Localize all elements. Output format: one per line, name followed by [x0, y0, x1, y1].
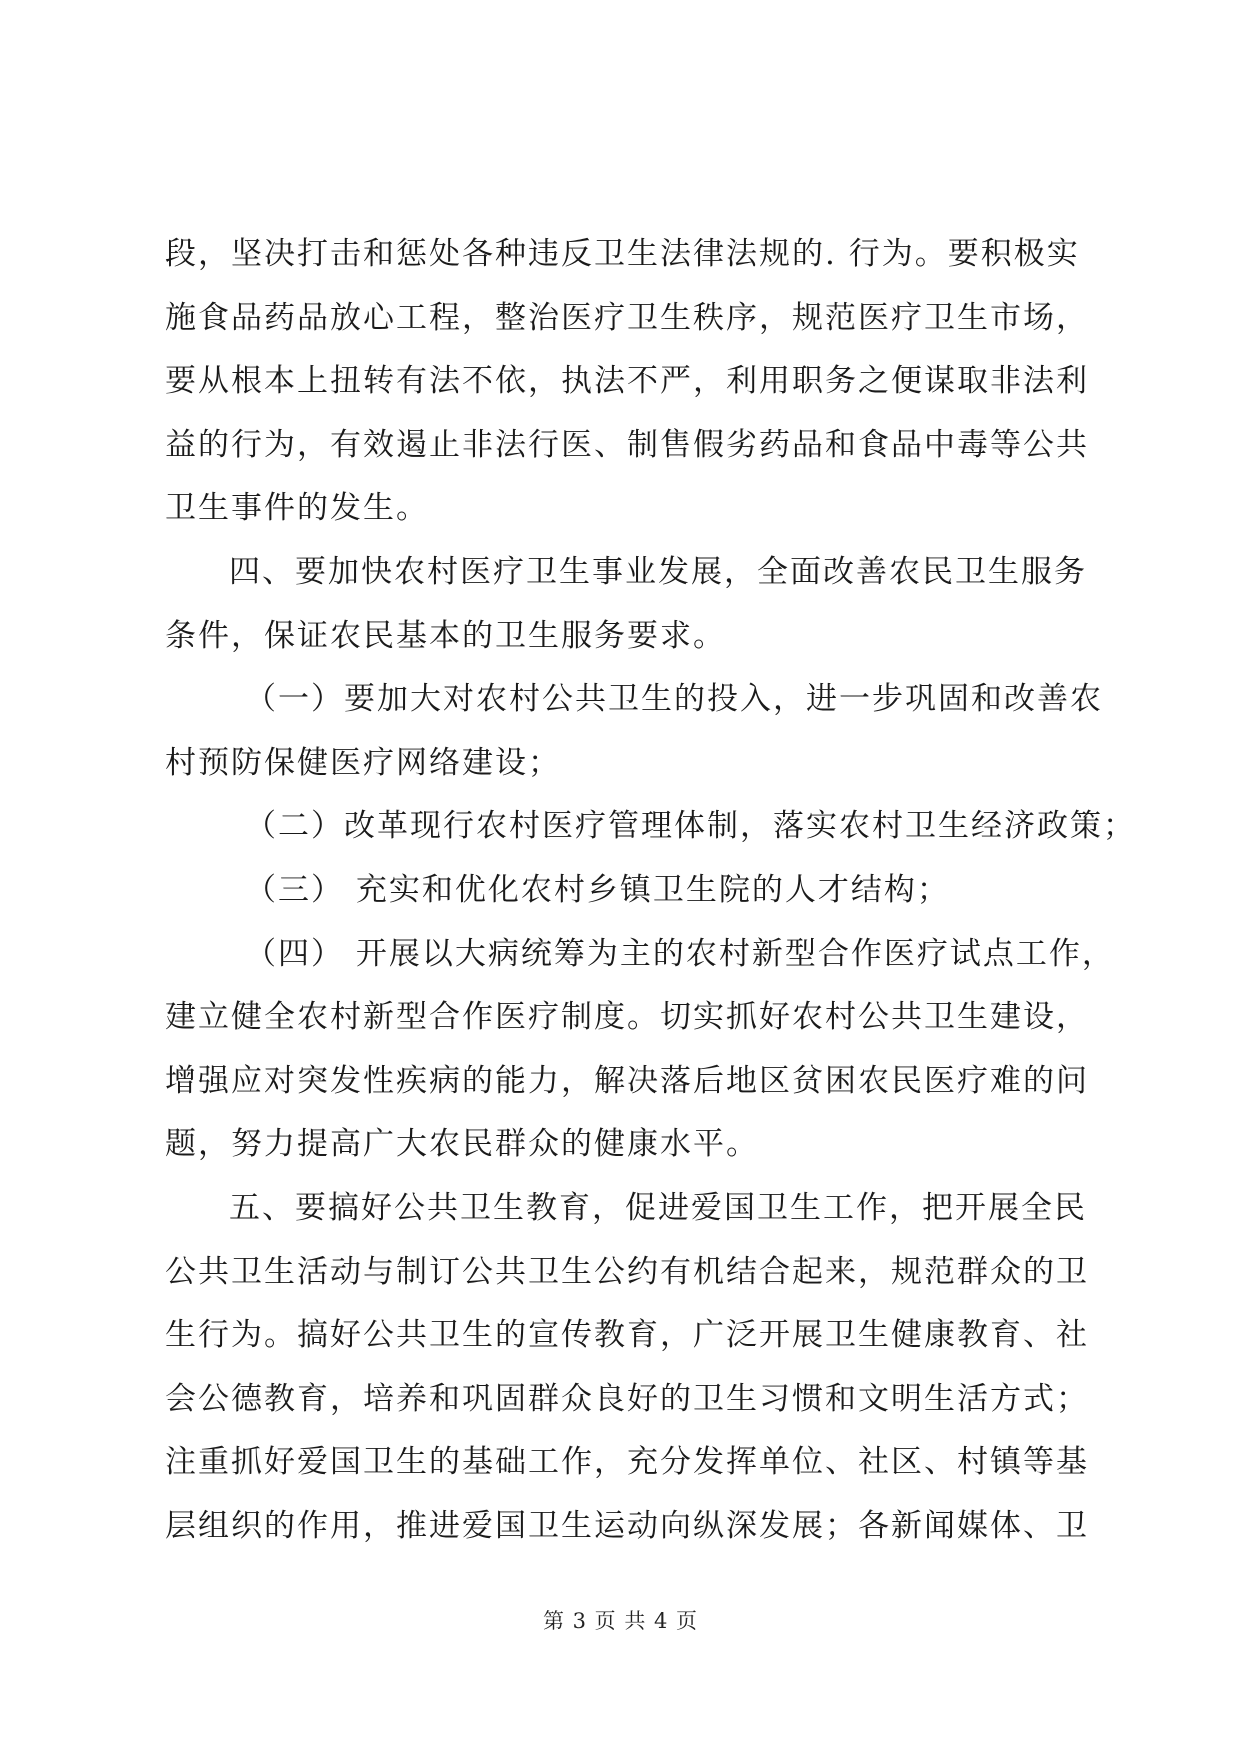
section-five-heading: 五、要搞好公共卫生教育，促进爱国卫生工作，把开展全民: [229, 1189, 1087, 1226]
section-four-heading: 四、要加快农村医疗卫生事业发展，全面改善农民卫生服务: [229, 553, 1087, 590]
text-line: 建立健全农村新型合作医疗制度。切实抓好农村公共卫生建设，: [165, 999, 1089, 1036]
text-line: 益的行为，有效遏止非法行医、制售假劣药品和食品中毒等公共: [165, 426, 1089, 463]
text-line: 段，坚决打击和惩处各种违反卫生法律法规的. 行为。要积极实: [165, 236, 1080, 272]
text-line: 村预防保健医疗网络建设；: [165, 744, 561, 781]
text-line: 注重抓好爱国卫生的基础工作，充分发挥单位、社区、村镇等基: [165, 1444, 1089, 1481]
text-line: 卫生事件的发生。: [165, 490, 429, 527]
page-number-footer: 第 3 页 共 4 页: [542, 1609, 699, 1633]
item-two: （二）改革现行农村医疗管理体制，落实农村卫生经济政策；: [245, 808, 1136, 845]
text-line: 公共卫生活动与制订公共卫生公约有机结合起来，规范群众的卫: [165, 1253, 1089, 1290]
document-body: [165, 223, 1136, 1558]
text-line: 增强应对突发性疾病的能力，解决落后地区贫困农民医疗难的问: [165, 1062, 1089, 1099]
text-line: 层组织的作用，推进爱国卫生运动向纵深发展；各新闻媒体、卫: [165, 1507, 1089, 1544]
text-line: 生行为。搞好公共卫生的宣传教育，广泛开展卫生健康教育、社: [165, 1317, 1089, 1354]
text-line: 要从根本上扭转有法不依，执法不严，利用职务之便谋取非法利: [165, 363, 1089, 400]
item-three: （三） 充实和优化农村乡镇卫生院的人才结构；: [245, 871, 950, 908]
text-line: 题，努力提高广大农民群众的健康水平。: [165, 1126, 759, 1163]
item-one: （一）要加大对农村公共卫生的投入，进一步巩固和改善农: [245, 681, 1103, 718]
text-line: 施食品药品放心工程，整治医疗卫生秩序，规范医疗卫生市场，: [165, 299, 1089, 336]
text-line: 会公德教育，培养和巩固群众良好的卫生习惯和文明生活方式；: [165, 1380, 1089, 1417]
item-four: （四） 开展以大病统筹为主的农村新型合作医疗试点工作，: [245, 935, 1115, 972]
text-line: 条件，保证农民基本的卫生服务要求。: [165, 617, 726, 654]
